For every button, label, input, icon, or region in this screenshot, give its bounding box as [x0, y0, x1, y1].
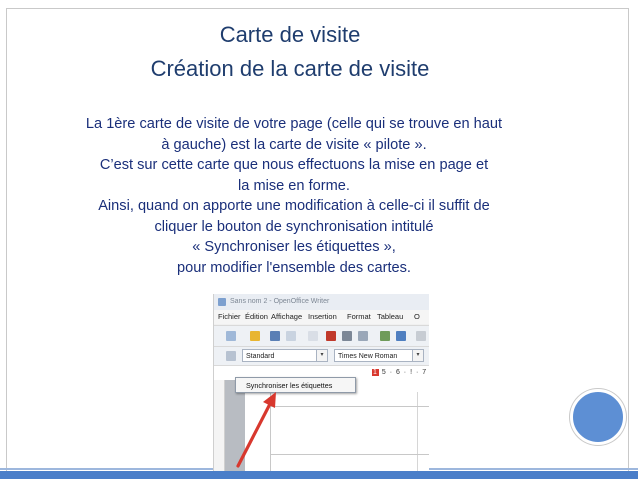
ruler-mark-numbers: 5 · 6 · ! · 7	[381, 369, 428, 376]
window-title: Sans nom 2 - OpenOffice Writer	[230, 298, 330, 305]
paragraph-style-value: Standard	[246, 353, 275, 360]
menu-tableau[interactable]: Tableau	[377, 312, 404, 321]
menu-outils[interactable]: O	[414, 312, 420, 321]
slide-subtitle: Création de la carte de visite	[150, 56, 430, 81]
chevron-down-icon: ▾	[316, 350, 327, 361]
body-line: « Synchroniser les étiquettes »,	[192, 239, 396, 255]
body-line: cliquer le bouton de synchronisation intitulé	[154, 218, 434, 235]
slide-body	[28, 114, 560, 278]
red-arrow-icon	[214, 294, 429, 471]
slide-footer-bar	[0, 471, 638, 479]
menu-affichage[interactable]: Affichage	[271, 312, 303, 321]
menu-format[interactable]: Format	[347, 312, 371, 321]
font-name-value: Times New Roman	[338, 353, 398, 360]
body-line: la mise en forme.	[238, 177, 350, 194]
slide-border-right	[628, 8, 629, 479]
synchronize-labels-button[interactable]: Synchroniser les étiquettes	[235, 377, 356, 393]
slide-title: Carte de visite	[219, 22, 361, 47]
slide-border-top	[6, 8, 629, 9]
ruler-mark-highlight: 1	[373, 369, 378, 376]
body-line: pour modifier l'ensemble des cartes.	[177, 259, 411, 276]
menu-fichier[interactable]: Fichier	[218, 312, 241, 321]
chevron-down-icon: ▾	[412, 350, 423, 361]
body-line: La 1ère carte de visite de votre page (celle qui se trouve en haut	[85, 116, 503, 132]
body-line: à gauche) est la carte de visite « pilote ».	[161, 136, 427, 153]
body-line: Ainsi, quand on apporte une modification à celle-ci il suffit de	[98, 198, 490, 214]
body-line: C’est sur cette carte que nous effectuons la mise en page et	[99, 157, 489, 173]
menu-insertion[interactable]: Insertion	[308, 312, 337, 321]
arrow-shaft	[238, 400, 272, 466]
openoffice-screenshot	[213, 294, 429, 471]
decorative-circle	[570, 389, 626, 445]
menu-edition[interactable]: Édition	[245, 312, 268, 321]
